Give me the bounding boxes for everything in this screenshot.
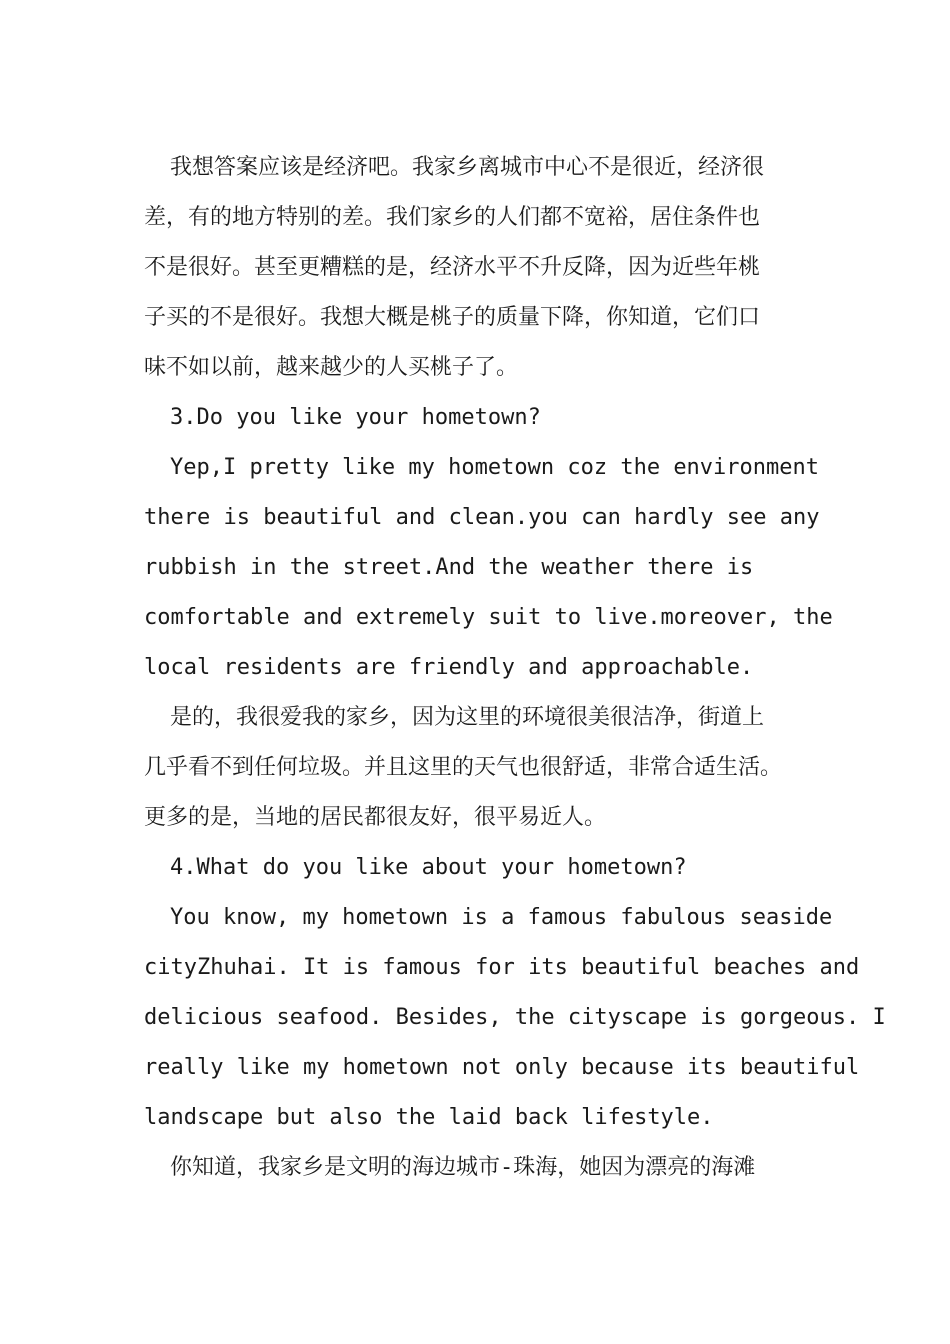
text-line: really like my hometown not only because its beautiful	[144, 1055, 860, 1080]
paragraph-economy-answer-cn	[118, 143, 858, 393]
text-line: 子买的不是很好。我想大概是桃子的质量下降，你知道，它们口	[144, 305, 761, 330]
text-line: 你知道，我家乡是文明的海边城市-珠海，她因为漂亮的海滩	[170, 1155, 756, 1180]
question-4-heading	[118, 843, 858, 893]
text-line: 是的，我很爱我的家乡，因为这里的环境很美很洁净，街道上	[170, 705, 765, 730]
text-line: 4.What do you like about your hometown?	[170, 855, 687, 880]
text-line: local residents are friendly and approachable.	[144, 655, 754, 680]
text-line: delicious seafood. Besides, the cityscape is gorgeous. I	[144, 1005, 886, 1030]
text-line: 3.Do you like your hometown?	[170, 405, 541, 430]
text-line: landscape but also the laid back lifestyle.	[144, 1105, 714, 1130]
text-line: there is beautiful and clean.you can hardly see any	[144, 505, 820, 530]
text-line: 差，有的地方特别的差。我们家乡的人们都不宽裕，居住条件也	[144, 205, 761, 230]
document-body	[118, 143, 886, 1193]
text-line: cityZhuhai. It is famous for its beautiful beaches and	[144, 955, 860, 980]
text-line: 不是很好。甚至更糟糕的是，经济水平不升反降，因为近些年桃	[144, 255, 761, 280]
paragraph-answer-4-en	[118, 893, 886, 1143]
text-line: 几乎看不到任何垃圾。并且这里的天气也很舒适，非常合适生活。	[144, 755, 783, 780]
text-line: 我想答案应该是经济吧。我家乡离城市中心不是很近，经济很	[170, 155, 765, 180]
text-line: comfortable and extremely suit to live.moreover, the	[144, 605, 833, 630]
paragraph-answer-4-cn	[118, 1143, 858, 1193]
paragraph-answer-3-cn	[118, 693, 858, 843]
question-3-heading	[118, 393, 858, 443]
text-line: 味不如以前，越来越少的人买桃子了。	[144, 355, 519, 380]
text-line: 更多的是，当地的居民都很友好，很平易近人。	[144, 805, 607, 830]
text-line: Yep,I pretty like my hometown coz the environment	[170, 455, 820, 480]
paragraph-answer-3-en	[118, 443, 858, 693]
text-line: You know, my hometown is a famous fabulous seaside	[170, 905, 833, 930]
text-line: rubbish in the street.And the weather there is	[144, 555, 754, 580]
